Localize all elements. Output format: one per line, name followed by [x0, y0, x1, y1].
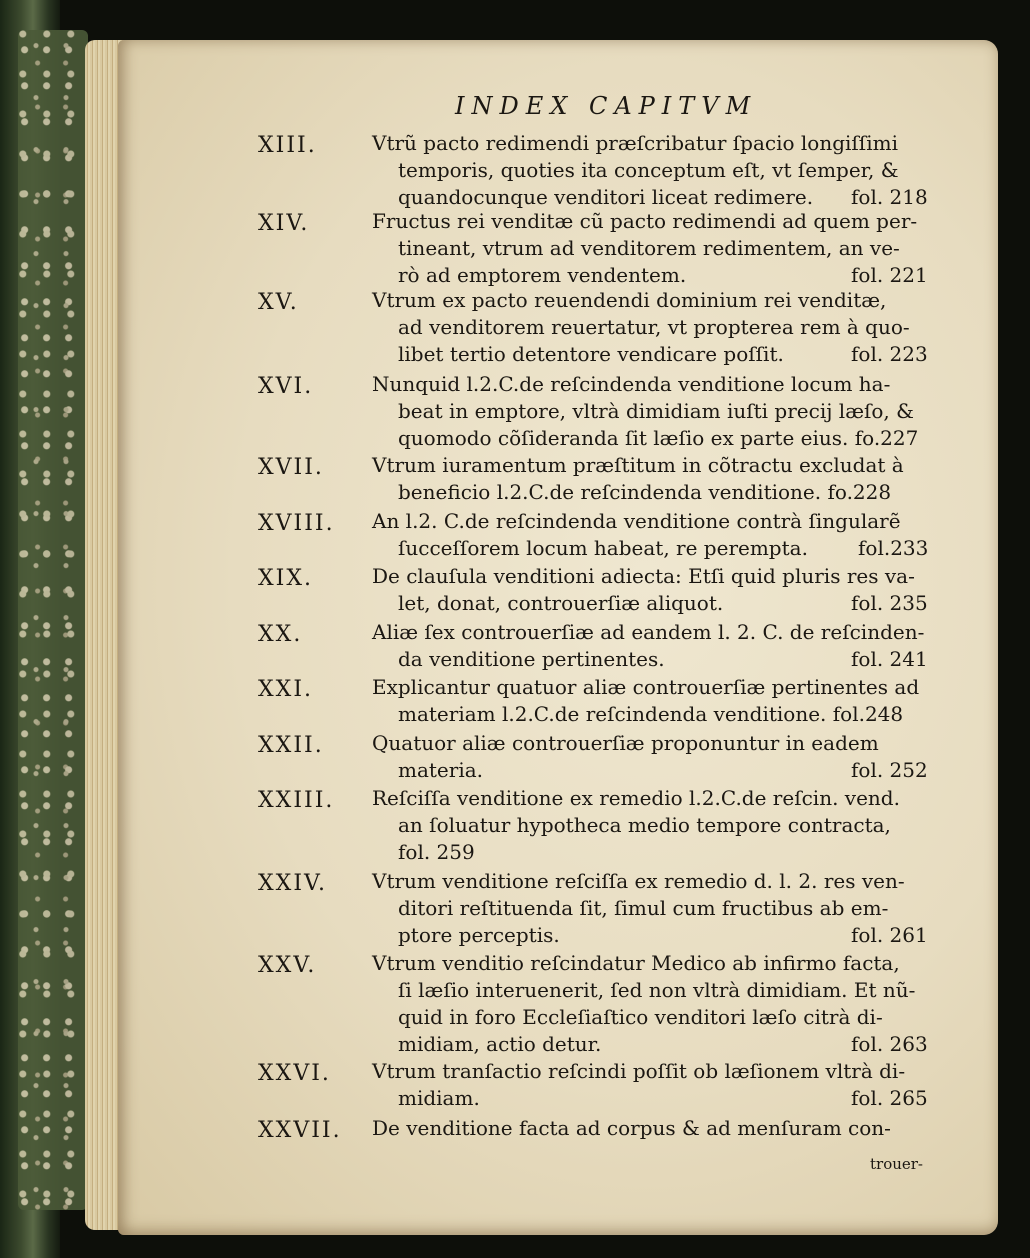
entry-text-line: midiam.: [398, 1086, 480, 1110]
marbled-board: [18, 30, 88, 1210]
entry-number: XXIV.: [258, 871, 328, 896]
entry-text-line: Vtrum iuramentum præſtitum in cõtractu excludat à: [372, 453, 904, 477]
entry-text-line: An l.2. C.de reſcindenda venditione contrà ſingularẽ: [372, 509, 901, 533]
entry-text-line: Vtrum venditio reſcindatur Medico ab infirmo facta,: [372, 951, 900, 975]
entry-number: XXVI.: [258, 1061, 331, 1086]
entry-text-line: Vtrũ pacto redimendi præſcribatur ſpacio longiſſimi: [372, 131, 898, 155]
entry-text-line: midiam, actio detur.: [398, 1032, 602, 1056]
entry-text-line: da venditione pertinentes.: [398, 647, 665, 671]
entry-text-line: rò ad emptorem vendentem.: [398, 263, 687, 287]
entry-text-line: Explicantur quatuor aliæ controuerſiæ pertinentes ad: [372, 675, 920, 699]
entry-text-line: beneficio l.2.C.de reſcindenda venditione. fo.228: [398, 480, 892, 504]
entry-number: XXV.: [258, 953, 317, 978]
folio-reference: fol. 218: [851, 185, 928, 209]
entry-number: XIII.: [258, 133, 317, 158]
folio-reference: fol. 221: [851, 263, 928, 287]
entry-text-line: Vtrum venditione reſciſſa ex remedio d. l. 2. res ven-: [372, 869, 905, 893]
entry-text-line: ſucceſſorem locum habeat, re perempta.: [398, 536, 808, 560]
entry-text-line: Vtrum ex pacto reuendendi dominium rei venditæ,: [372, 288, 887, 312]
entry-number: XXIII.: [258, 788, 335, 813]
entry-number: XX.: [258, 622, 303, 647]
page-header: INDEX CAPITVM: [455, 92, 758, 120]
entry-text-line: materiam l.2.C.de reſcindenda venditione. fol.248: [398, 702, 904, 726]
entry-text-line: fol. 259: [398, 840, 475, 864]
entry-text-line: ptore perceptis.: [398, 923, 560, 947]
folio-reference: fol. 252: [851, 758, 928, 782]
folio-reference: fol. 241: [851, 647, 928, 671]
folio-reference: fol. 261: [851, 923, 928, 947]
entry-number: XVI.: [258, 374, 314, 399]
entry-text-line: Reſciſſa venditione ex remedio l.2.C.de reſcin. vend.: [372, 786, 900, 810]
entry-number: XIX.: [258, 566, 314, 591]
entry-text-line: Nunquid l.2.C.de reſcindenda venditione locum ha-: [372, 372, 891, 396]
entry-text-line: tineant, vtrum ad venditorem redimentem, an ve-: [398, 236, 900, 260]
entry-text-line: Quatuor aliæ controuerſiæ proponuntur in eadem: [372, 731, 879, 755]
entry-text-line: ditori reſtituenda ſit, ſimul cum fructibus ab em-: [398, 896, 889, 920]
entry-text-line: De venditione facta ad corpus & ad menſuram con-: [372, 1116, 891, 1140]
entry-text-line: materia.: [398, 758, 483, 782]
entry-text-line: quid in foro Eccleſiaſtico venditori læſo citrà di-: [398, 1005, 883, 1029]
entry-text-line: quandocunque venditori liceat redimere.: [398, 185, 814, 209]
entry-text-line: Vtrum tranſactio reſcindi poſſit ob læſionem vltrà di-: [372, 1059, 906, 1083]
entry-text-line: let, donat, controuerſiæ aliquot.: [398, 591, 724, 615]
entry-number: XV.: [258, 290, 299, 315]
folio-reference: fol. 263: [851, 1032, 928, 1056]
entry-text-line: beat in emptore, vltrà dimidiam iuſti precij læſo, &: [398, 399, 914, 423]
folio-reference: fol. 265: [851, 1086, 928, 1110]
entry-text-line: Aliæ ſex controuerſiæ ad eandem l. 2. C. de reſcinden-: [372, 620, 925, 644]
folio-reference: fol.233: [858, 536, 929, 560]
entry-text-line: ſi læſio interuenerit, ſed non vltrà dimidiam. Et nũ-: [398, 978, 916, 1002]
entry-number: XVII.: [258, 455, 324, 480]
catchword: trouer-: [870, 1155, 924, 1173]
entry-text-line: an ſoluatur hypotheca medio tempore contracta,: [398, 813, 891, 837]
entry-number: XXI.: [258, 677, 314, 702]
entry-text-line: temporis, quoties ita conceptum eſt, vt ſemper, &: [398, 158, 899, 182]
entry-text-line: ad venditorem reuertatur, vt propterea rem à quo-: [398, 315, 910, 339]
entry-text-line: quomodo cõſideranda ſit læſio ex parte eius. fo.227: [398, 426, 919, 450]
entry-number: XXII.: [258, 733, 324, 758]
entry-number: XVIII.: [258, 511, 335, 536]
entry-text-line: Fructus rei venditæ cũ pacto redimendi ad quem per-: [372, 209, 918, 233]
entry-text-line: De clauſula venditioni adiecta: Etſi quid pluris res va-: [372, 564, 915, 588]
entry-text-line: libet tertio detentore vendicare poſſit.: [398, 342, 784, 366]
entry-number: XIV.: [258, 211, 310, 236]
folio-reference: fol. 223: [851, 342, 928, 366]
folio-reference: fol. 235: [851, 591, 928, 615]
entry-number: XXVII.: [258, 1118, 342, 1143]
